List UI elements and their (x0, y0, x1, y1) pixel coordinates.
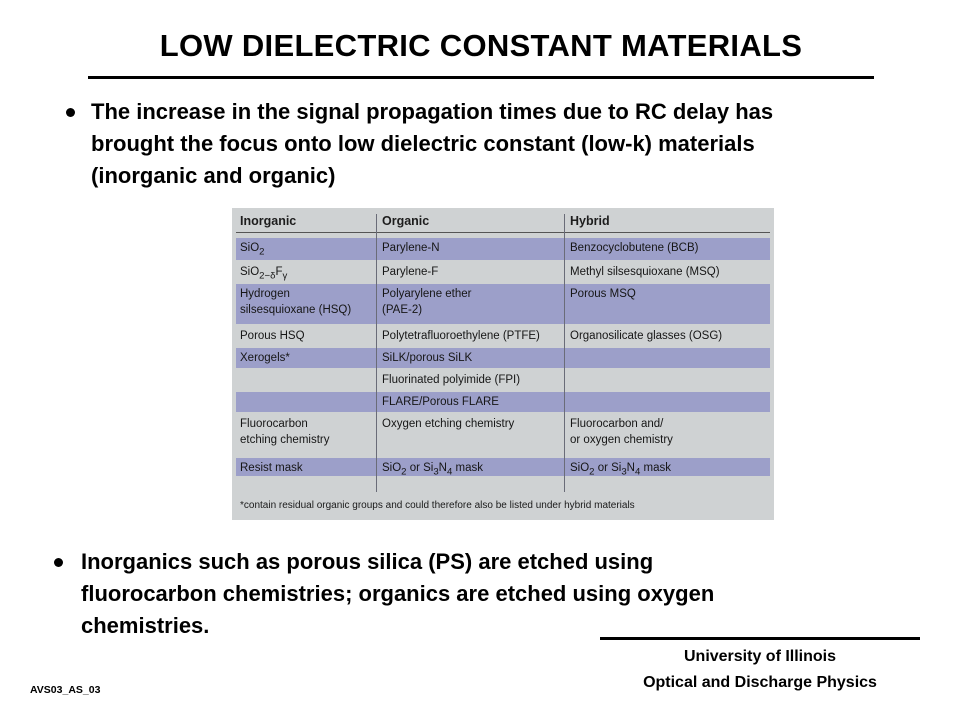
materials-table-image (232, 208, 774, 520)
title-underline (88, 76, 874, 79)
table-row-band (236, 348, 770, 368)
footer-institution: University of Illinois (683, 648, 837, 665)
table-footnote: *contain residual organic groups and could therefore also be listed under hybrid materials (240, 500, 635, 511)
bullet-1-line-1: The increase in the signal propagation times due to RC delay has (91, 99, 774, 124)
column-divider (564, 214, 565, 492)
table-header-inorganic: Inorganic (240, 214, 297, 228)
slide-id: AVS03_AS_03 (30, 684, 101, 696)
table-cell: SiO$_2$ or $Si_3N_4$ mask (570, 462, 671, 478)
slide-title: LOW DIELECTRIC CONSTANT MATERIALS (159, 28, 803, 63)
table-cell: $SiO_{2-\delta}F_\gamma$ (240, 266, 288, 282)
table-cell: SiLK/porous SiLK (382, 352, 473, 364)
table-header-hybrid: Hybrid (570, 214, 610, 228)
bullet-1-line-3: (inorganic and organic) (91, 163, 336, 188)
column-divider (376, 214, 377, 492)
bullet-dot-icon (54, 558, 63, 567)
table-cell: Fluorocarbon and/ or oxygen chemistry (570, 418, 673, 446)
table-cell: Polytetrafluoroethylene (PTFE) (382, 330, 540, 342)
table-row-band (236, 392, 770, 412)
bullet-2-line-1: Inorganics such as porous silica (PS) are etched using (81, 549, 654, 574)
table-cell: SiO$_2$ (240, 242, 265, 258)
bullet-1 (66, 96, 926, 192)
footer-group: Optical and Discharge Physics (643, 674, 877, 691)
table-cell: Porous MSQ (570, 288, 636, 300)
footer-rule (600, 637, 920, 640)
table-cell: Resist mask (240, 462, 303, 474)
bullet-2-line-3: chemistries. (81, 613, 210, 638)
table-cell: Benzocyclobutene (BCB) (570, 242, 699, 254)
table-cell: Hydrogen silsesquioxane (HSQ) (240, 288, 352, 316)
table-cell: Porous HSQ (240, 330, 305, 342)
table-cell: Methyl silsesquioxane (MSQ) (570, 266, 720, 278)
table-cell: Organosilicate glasses (OSG) (570, 330, 723, 342)
table-cell: Xerogels* (240, 352, 290, 364)
materials-table (232, 208, 774, 520)
header-divider (236, 232, 770, 233)
table-cell: FLARE/Porous FLARE (382, 396, 499, 408)
table-cell: Fluorocarbon etching chemistry (240, 418, 330, 446)
table-cell: Fluorinated polyimide (FPI) (382, 374, 521, 386)
table-cell: SiO$_2$ or $Si_3N_4$ mask (382, 462, 483, 478)
bullet-2 (54, 546, 854, 642)
table-row-band (236, 458, 770, 476)
table-cell: Polyarylene ether (PAE-2) (382, 288, 472, 316)
bullet-2-line-2: fluorocarbon chemistries; organics are etched using oxygen (81, 581, 715, 606)
bullet-1-line-2: brought the focus onto low dielectric constant (low-k) materials (91, 131, 755, 156)
table-cell: Parylene-N (382, 242, 440, 254)
table-cell: Oxygen etching chemistry (382, 418, 515, 430)
table-cell: Parylene-F (382, 266, 439, 278)
table-header-organic: Organic (382, 214, 430, 228)
bullet-dot-icon (66, 108, 75, 117)
